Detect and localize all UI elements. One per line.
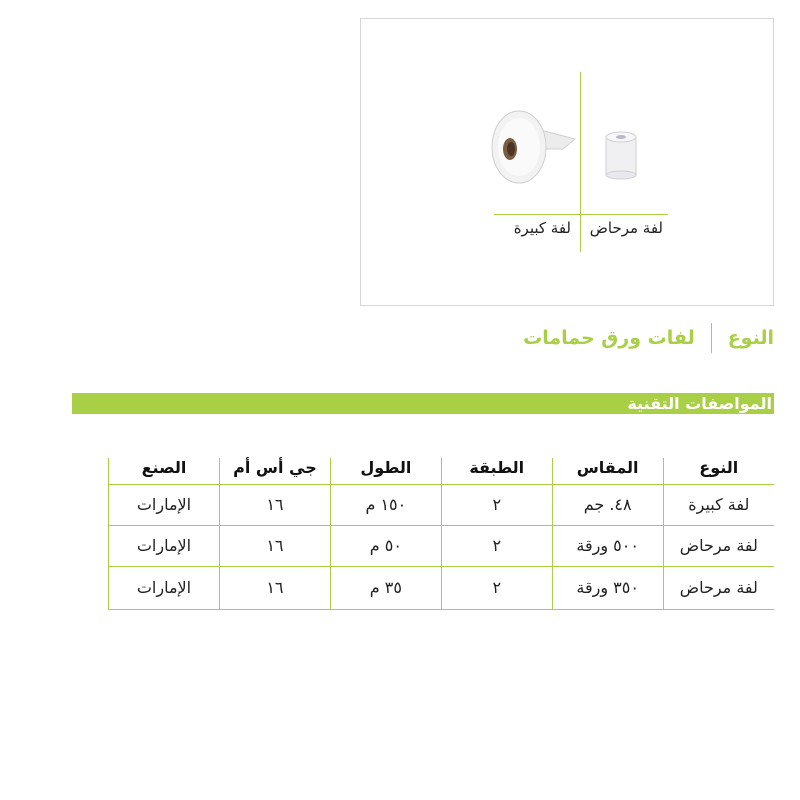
image-horizontal-divider xyxy=(494,214,668,215)
cell-origin: الإمارات xyxy=(109,566,220,609)
table-row xyxy=(109,484,775,525)
cell-size: ٤٨. جم xyxy=(552,484,663,525)
table-header-row xyxy=(109,458,775,484)
cell-size: ٥٠٠ ورقة xyxy=(552,525,663,566)
cell-gsm: ١٦ xyxy=(219,566,330,609)
product-image-frame xyxy=(360,18,774,306)
cell-gsm: ١٦ xyxy=(219,525,330,566)
header-gsm: جي أس أم xyxy=(219,458,330,484)
cell-type: لفة كبيرة xyxy=(663,484,774,525)
cell-length: ٥٠ م xyxy=(330,525,441,566)
specs-section-title: المواصفات التقنية xyxy=(72,393,774,414)
header-size: المقاس xyxy=(552,458,663,484)
header-ply: الطبقة xyxy=(441,458,552,484)
cell-length: ٣٥ م xyxy=(330,566,441,609)
header-length: الطول xyxy=(330,458,441,484)
jumbo-roll-image xyxy=(489,109,579,185)
type-separator xyxy=(711,323,712,353)
cell-gsm: ١٦ xyxy=(219,484,330,525)
cell-type: لفة مرحاض xyxy=(663,525,774,566)
cell-length: ١٥٠ م xyxy=(330,484,441,525)
type-heading xyxy=(523,322,774,354)
header-type: النوع xyxy=(663,458,774,484)
small-toilet-roll-image xyxy=(603,129,639,181)
header-origin: الصنع xyxy=(109,458,220,484)
toilet-roll-caption: لفة مرحاض xyxy=(589,219,663,237)
cell-ply: ٢ xyxy=(441,525,552,566)
type-value: لفات ورق حمامات xyxy=(523,327,695,349)
large-roll-caption: لفة كبيرة xyxy=(513,219,571,237)
specs-table xyxy=(108,458,774,610)
cell-type: لفة مرحاض xyxy=(663,566,774,609)
cell-origin: الإمارات xyxy=(109,484,220,525)
table-row xyxy=(109,566,775,609)
cell-ply: ٢ xyxy=(441,484,552,525)
cell-size: ٣٥٠ ورقة xyxy=(552,566,663,609)
image-vertical-divider xyxy=(580,72,581,252)
cell-origin: الإمارات xyxy=(109,525,220,566)
cell-ply: ٢ xyxy=(441,566,552,609)
type-label: النوع xyxy=(727,327,774,349)
table-row xyxy=(109,525,775,566)
